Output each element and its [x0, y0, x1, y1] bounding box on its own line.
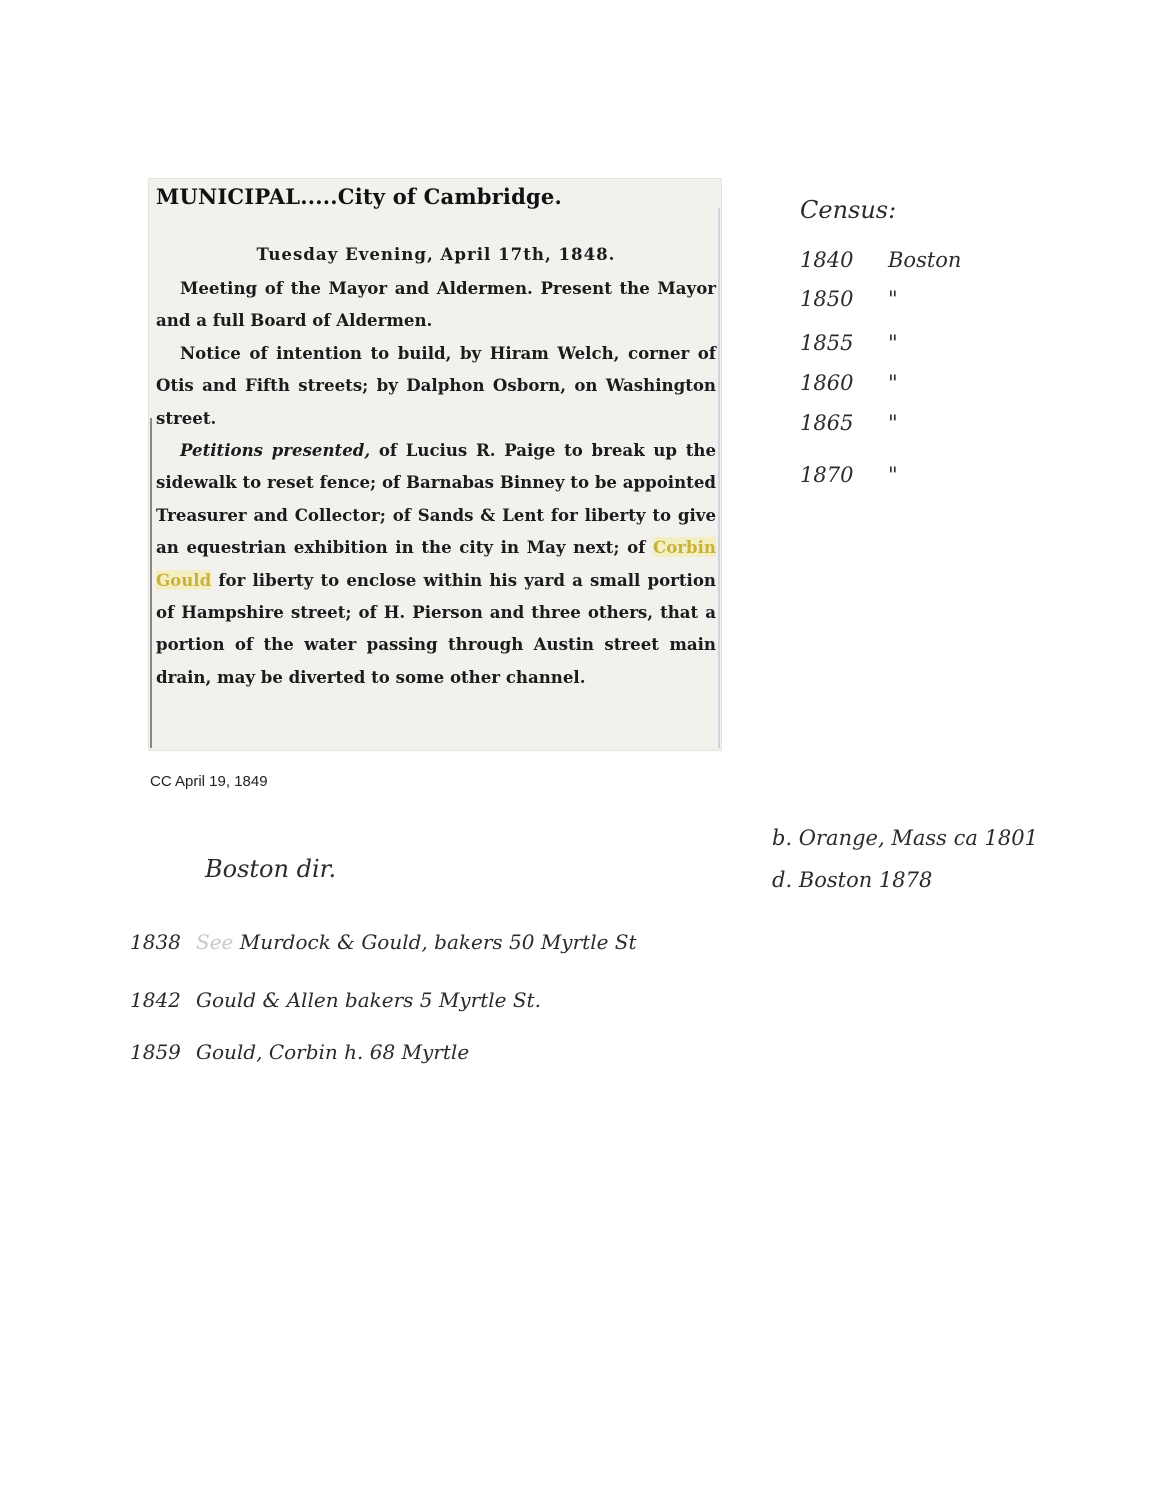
clipping-source-caption: CC April 19, 1849 [150, 773, 268, 790]
directory-row [130, 930, 637, 954]
birth-note: b. Orange, Mass ca 1801 [772, 826, 1038, 850]
census-row [800, 463, 898, 487]
census-place: " [888, 331, 898, 355]
directory-year: 1838 [130, 930, 181, 954]
clipping-headline: MUNICIPAL.....City of Cambridge. [156, 184, 562, 209]
census-title: Census: [800, 196, 897, 224]
census-year: 1840 [800, 248, 854, 272]
clipping-notice-paragraph: Notice of intention to build, by Hiram Welch, corner of Otis and Fifth streets; by Dalphon Osborn, on Washington street. [156, 343, 716, 428]
census-year: 1860 [800, 371, 854, 395]
census-row [800, 287, 898, 311]
census-row [800, 331, 898, 355]
census-year: 1855 [800, 331, 854, 355]
directory-row [130, 988, 541, 1012]
census-year: 1870 [800, 463, 854, 487]
census-row [800, 248, 961, 272]
newspaper-clipping [148, 178, 722, 751]
column-rule-right [718, 208, 720, 748]
census-place: Boston [888, 248, 962, 272]
directory-year: 1842 [130, 988, 181, 1012]
census-row [800, 371, 898, 395]
clipping-meeting-paragraph: Meeting of the Mayor and Aldermen. Present the Mayor and a full Board of Aldermen. [156, 278, 716, 331]
petitions-text-part1: of Lucius R. Paige to break up the sidewalk to reset fence; of Barnabas Binney to be appointed Treasurer and Collector; of Sands & Lent for liberty to give an equestrian exhibition in the city in May next; of [156, 440, 717, 558]
census-row [800, 411, 898, 435]
clipping-petitions-paragraph [156, 434, 716, 693]
death-note: d. Boston 1878 [772, 868, 933, 892]
highlighted-name: Corbin Gould [156, 537, 716, 590]
column-rule-left [150, 418, 152, 748]
directory-entry: Gould & Allen bakers 5 Myrtle St. [196, 988, 541, 1012]
directory-year: 1859 [130, 1040, 181, 1064]
census-place: " [888, 463, 898, 487]
directory-see-note: See [196, 930, 234, 954]
directory-title: Boston dir. [205, 855, 337, 883]
census-year: 1865 [800, 411, 854, 435]
directory-entry: Gould, Corbin h. 68 Myrtle [196, 1040, 470, 1064]
clipping-date-line: Tuesday Evening, April 17th, 1848. [256, 244, 616, 264]
census-place: " [888, 411, 898, 435]
directory-row [130, 1040, 469, 1064]
directory-entry: Murdock & Gould, bakers 50 Myrtle St [233, 930, 637, 954]
petitions-label: Petitions presented, [180, 440, 371, 460]
census-year: 1850 [800, 287, 854, 311]
petitions-text-part2: for liberty to enclose within his yard a small portion of Hampshire street; of H. Pierson and three others, that a portion of the water passing through Austin street main drain, may be diverted to some other channel. [156, 569, 716, 687]
census-place: " [888, 287, 898, 311]
census-place: " [888, 371, 898, 395]
